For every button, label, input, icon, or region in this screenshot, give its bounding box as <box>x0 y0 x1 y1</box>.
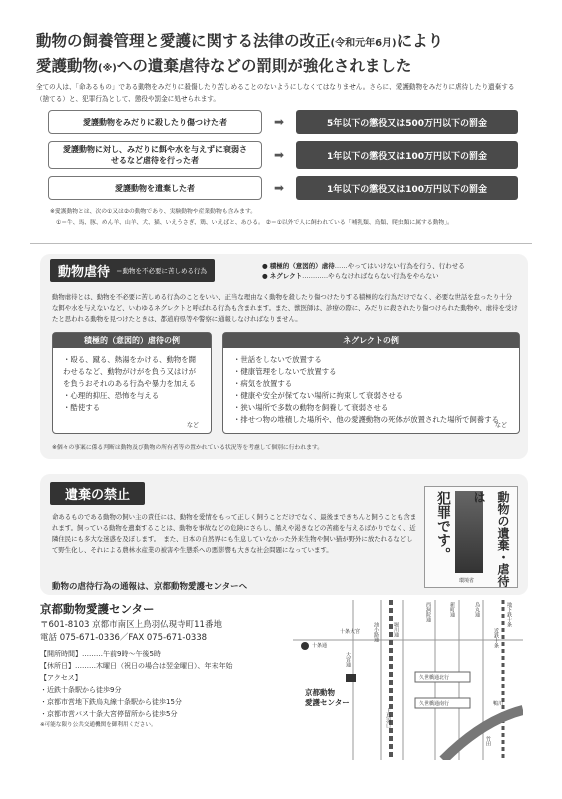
map-label: 竹田 <box>485 736 491 746</box>
map-label: 新町通 <box>449 602 455 617</box>
def-neglect-label: ネグレクト <box>269 272 303 280</box>
penalty-label: 1年以下の懲役又は100万円以下の罰金 <box>296 141 518 169</box>
access-text: 近鉄十条駅から徒歩9分 <box>47 686 122 694</box>
arrow-right-icon: ➡ <box>273 181 285 195</box>
penalty-label: 1年以下の懲役又は100万円以下の罰金 <box>296 176 518 200</box>
divider <box>30 243 532 244</box>
access-item: ・京都市営バス十条大宮停留所から徒歩5分 <box>40 710 178 718</box>
map-label: 大宮通 <box>345 652 351 667</box>
poster-photo <box>455 491 483 573</box>
map-label: 近鉄十条 <box>493 628 499 648</box>
report-note: 動物の虐待行為の通報は、京都動物愛護センターへ <box>52 582 248 592</box>
access-text: 京都市営バス十条大宮停留所から徒歩5分 <box>47 710 178 718</box>
def-active-text: ……やってはいけない行為を行う、行わせる <box>334 262 465 270</box>
list-item: ・ 病気を放置する <box>233 378 511 390</box>
map-label: 鴨川 <box>493 701 504 707</box>
list-item: ・ 排せつ物の堆積した場所や、他の愛護動物の死体が放置された場所で飼養する <box>233 414 511 426</box>
map-label: 久世橋通北行 <box>419 675 450 681</box>
active-abuse-box <box>52 332 212 434</box>
list-item: ・ 健康や安全が保てない場所に拘束して衰弱させる <box>233 390 511 402</box>
map-center-label <box>305 688 350 708</box>
neglect-heading: ネグレクトの例 <box>223 333 519 348</box>
title-line2-b: への遺棄虐待などの罰則が強化されました <box>116 57 412 75</box>
arrow-right-icon: ➡ <box>273 115 285 129</box>
title-line1: 動物の飼養管理と愛護に関する法律の改正 <box>36 32 331 50</box>
abandon-heading: 遺棄の禁止 <box>50 482 145 505</box>
center-address: 〒601-8103 京都市南区上鳥羽仏現寺町11番地 <box>40 620 222 630</box>
list-item: ・ 酷使する <box>63 402 203 414</box>
penalty-row <box>48 110 518 134</box>
abuse-heading-sub: ＝動物を不必要に苦しめる行為 <box>116 267 208 275</box>
map-label: 烏丸通 <box>474 602 480 617</box>
abuse-heading-title: 動物虐待 <box>58 265 111 280</box>
title-line2-a: 愛護動物 <box>36 57 99 75</box>
list-item: ・ 心理的抑圧、恐怖を与える <box>63 390 203 402</box>
poster-subtitle: 犯罪です。 <box>435 491 451 561</box>
penalty-label: 5年以下の懲役又は500万円以下の罰金 <box>296 110 518 134</box>
poster-footer: 環境省 <box>459 578 475 584</box>
etc-label: など <box>186 422 199 429</box>
abuse-heading <box>50 259 215 282</box>
map-center-label-2: 愛護センター <box>305 698 350 707</box>
hours-value: ………午前9時〜午後5時 <box>82 650 161 658</box>
map-label: 十条通 <box>312 643 328 649</box>
map-label: 地下鉄十条 <box>506 602 512 627</box>
intro-text: 全ての人は、「命あるもの」である動物をみだりに殺傷したり苦しめることのないようにしなくてはなりません。さらに、愛護動物をみだりに虐待したり遺棄する（捨てる）と、犯罪行為として、懲役や罰金に処せられます。 <box>36 83 515 103</box>
center-phone: 電話 075-671-0336／FAX 075-671-0338 <box>40 633 208 643</box>
list-item: ・ 狭い場所で多数の動物を飼養して衰弱させる <box>233 402 511 414</box>
map-label: 油小路通 <box>373 622 379 642</box>
penalty-row <box>48 141 518 169</box>
def-neglect-text: …………やらなければならない行為をやらない <box>302 272 439 280</box>
center-info <box>40 601 302 730</box>
access-map <box>293 600 523 760</box>
abandon-body: 命あるものである動物の飼い主の責任には、動物を愛情をもって正しく飼うことだけでなく、最後まできちんと飼うことも含まれます。飼っている動物を遺棄することは、動物を事故などの危険にさらし、餓えや渇きなどの苦痛を与えるばかりでなく、近隣住民にも多大な迷惑を及ぼします。 また、日本の自然界にも生息していなかった外来生物や飼い猫が野外に放たれるなどして野生化し、それによる農林水産業の被害や生態系への悪影響も大きな社会問題になっています。 <box>52 513 417 554</box>
penalty-row <box>48 176 518 200</box>
def-active-label: 積極的（意図的）虐待 <box>269 262 335 270</box>
closed-value: ………木曜日（祝日の場合は翌金曜日）、年末年始 <box>75 662 233 670</box>
arrow-right-icon: ➡ <box>273 148 285 162</box>
page-title <box>36 30 531 80</box>
access-text: 京都市営地下鉄烏丸線十条駅から徒歩15分 <box>47 698 182 706</box>
footnote-definition: ※愛護動物とは、次の①又は②の動物であり、実験動物や産業動物も含みます。 <box>50 209 257 215</box>
title-line1-end: により <box>396 32 444 50</box>
list-item: ・ 健康管理をしないで放置する <box>233 366 511 378</box>
offense-label: 愛護動物を遺棄した者 <box>48 176 262 200</box>
title-footnote-mark: (※) <box>98 63 117 74</box>
title-year: (令和元年6月) <box>330 38 397 49</box>
map-label: 西洞院通 <box>425 602 431 622</box>
poster-image <box>424 486 518 588</box>
offense-label: 愛護動物をみだりに殺したり傷つけた者 <box>48 110 262 134</box>
map-label: 十条大宮 <box>340 629 361 635</box>
hours-label: 【開所時間】 <box>40 650 82 658</box>
abuse-body: 動物虐待とは、動物を不必要に苦しめる行為のことをいい、正当な理由なく動物を殺したり傷つけたりする積極的な行為だけでなく、必要な世話を怠ったり十分な餌や水を与えないなど、いわゆるネグレクトと呼ばれる行為も含まれます。また、獣医師は、診療の際に、みだりに殺されたり傷つけられた動物や、虐待を受けたと思われる動物を見つけたときは、都道府県等や警察に通報しなければなりません。 <box>52 293 518 323</box>
list-item: ・ 殴る、蹴る、熱湯をかける、動物を闘わせるなど、動物がけがを負う又はけがを負うおそれのある行為や暴力を加える <box>63 354 203 390</box>
closed-label: 【休所日】 <box>40 662 75 670</box>
access-note: ※可能な限り公共交通機関を御利用ください。 <box>40 722 157 728</box>
map-label: 久世橋通南行 <box>419 701 450 707</box>
abuse-definitions: ● 積極的（意図的）虐待……やってはいけない行為を行う、行わせる ● ネグレクト…………やらなければならない行為をやらない <box>262 262 465 280</box>
map-label: 堀川通 <box>393 622 399 637</box>
offense-label: 愛護動物に対し、みだりに餌や水を与えずに衰弱させるなど虐待を行った者 <box>48 141 262 169</box>
map-center-label-1: 京都動物 <box>305 688 335 697</box>
active-abuse-heading: 積極的（意図的）虐待の例 <box>53 333 211 348</box>
neglect-box <box>222 332 520 434</box>
access-item: ・京都市営地下鉄烏丸線十条駅から徒歩15分 <box>40 698 182 706</box>
access-label: 【アクセス】 <box>40 674 82 682</box>
poster-title: 動物の遺棄・虐待は <box>472 491 510 587</box>
access-item: ・近鉄十条駅から徒歩9分 <box>40 686 122 694</box>
center-name: 京都動物愛護センター <box>40 602 155 616</box>
etc-label: など <box>494 422 507 429</box>
map-label: 上鳥羽口 <box>385 708 391 728</box>
list-item: ・ 世話をしないで放置する <box>233 354 511 366</box>
footnote-detail: ①＝牛、馬、豚、めん羊、山羊、犬、猫、いえうさぎ、鶏、いえばと、あひる。 ②＝①以外で人に飼われている「哺乳類、鳥類、爬虫類に属する動物」。 <box>56 220 453 226</box>
abuse-note: ※個々の事案に係る判断は動物及び動物の所有者等の置かれている状況等を考慮して個別に行われます。 <box>52 445 324 451</box>
